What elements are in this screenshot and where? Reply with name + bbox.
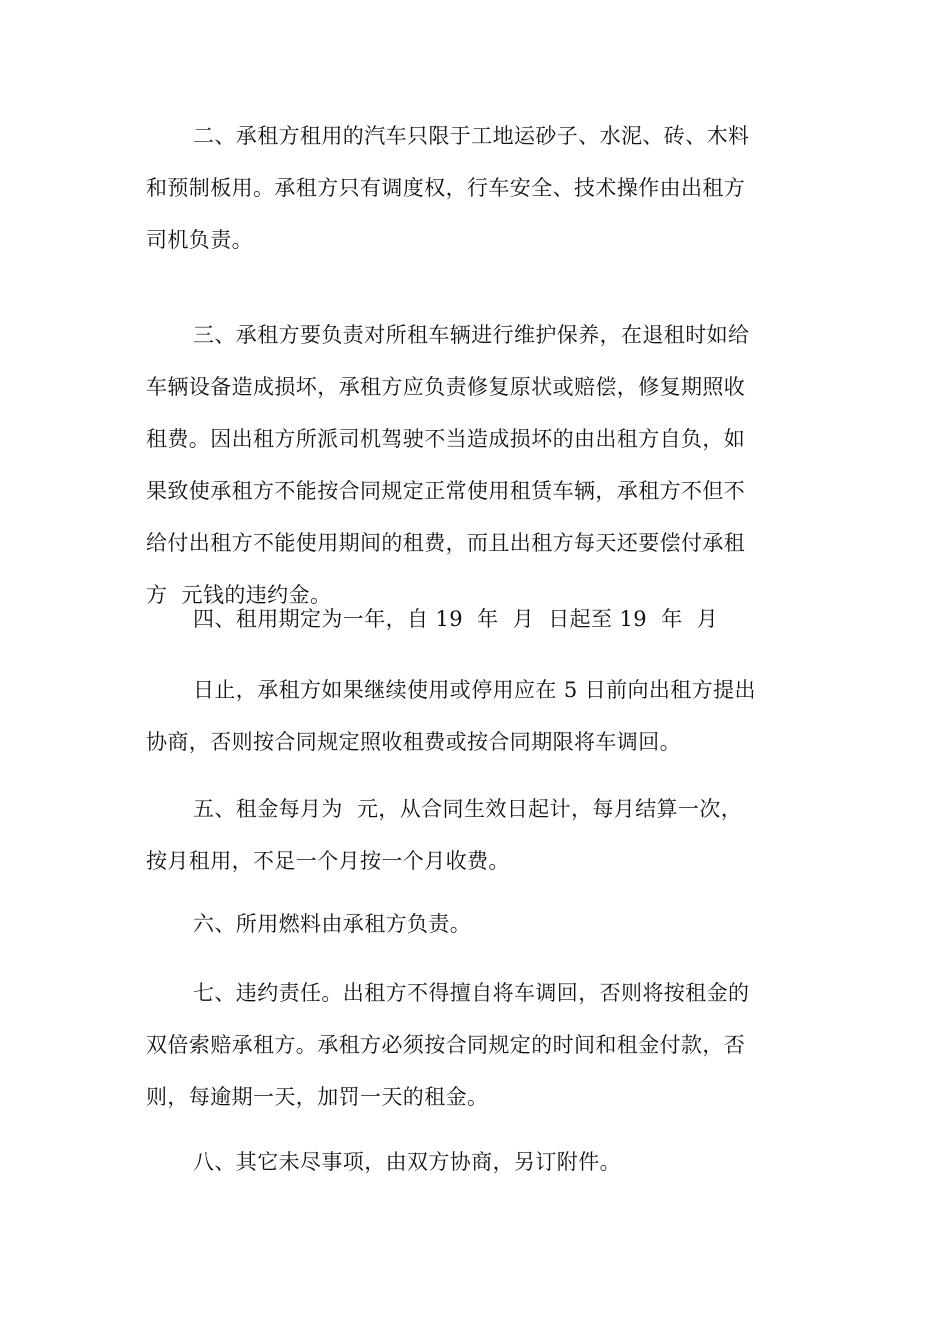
text-line: 日止，承租方如果继续使用或停用应在 5 日前向出租方提出 [193,678,756,702]
text-line: 协商，否则按合同规定照收租费或按合同期限将车调回。 [146,730,681,754]
text-line: 双倍索赔承租方。承租方必须按合同规定的时间和租金付款，否 [146,1033,746,1057]
clause-5-paragraph [146,783,811,887]
text-line: 方 元钱的违约金。 [146,583,332,607]
text-line: 给付出租方不能使用期间的租费，而且出租方每天还要偿付承租 [146,531,746,555]
clause-7-paragraph [146,967,811,1123]
text-line: 和预制板用。承租方只有调度权，行车安全、技术操作由出租方 [146,176,746,200]
text-line: 车辆设备造成损坏，承租方应负责修复原状或赔偿，修复期照收 [146,375,746,399]
text-line: 八、其它未尽事项，由双方协商，另订附件。 [193,1150,621,1174]
text-line: 七、违约责任。出租方不得擅自将车调回，否则将按租金的 [193,981,750,1005]
text-line: 二、承租方租用的汽车只限于工地运砂子、水泥、砖、木料 [193,124,750,148]
clause-2-paragraph [146,110,811,266]
clause-6-paragraph [146,898,811,950]
text-line: 五、租金每月为 元，从合同生效日起计，每月结算一次， [193,797,743,821]
text-line: 六、所用燃料由承租方负责。 [193,912,472,936]
clause-4-paragraph [146,593,811,645]
text-line: 司机负责。 [146,228,253,252]
clause-4-continuation-paragraph [146,664,811,768]
text-line: 三、承租方要负责对所租车辆进行维护保养，在退租时如给 [193,323,750,347]
text-line: 四、租用期定为一年，自 19 年 月 日起至 19 年 月 [193,607,719,631]
text-line: 租费。因出租方所派司机驾驶不当造成损坏的由出租方自负，如 [146,427,746,451]
text-line: 果致使承租方不能按合同规定正常使用租赁车辆，承租方不但不 [146,479,746,503]
text-line: 按月租用，不足一个月按一个月收费。 [146,849,510,873]
text-line: 则，每逾期一天，加罚一天的租金。 [146,1085,489,1109]
clause-3-paragraph [146,309,811,621]
clause-8-paragraph [146,1136,811,1188]
